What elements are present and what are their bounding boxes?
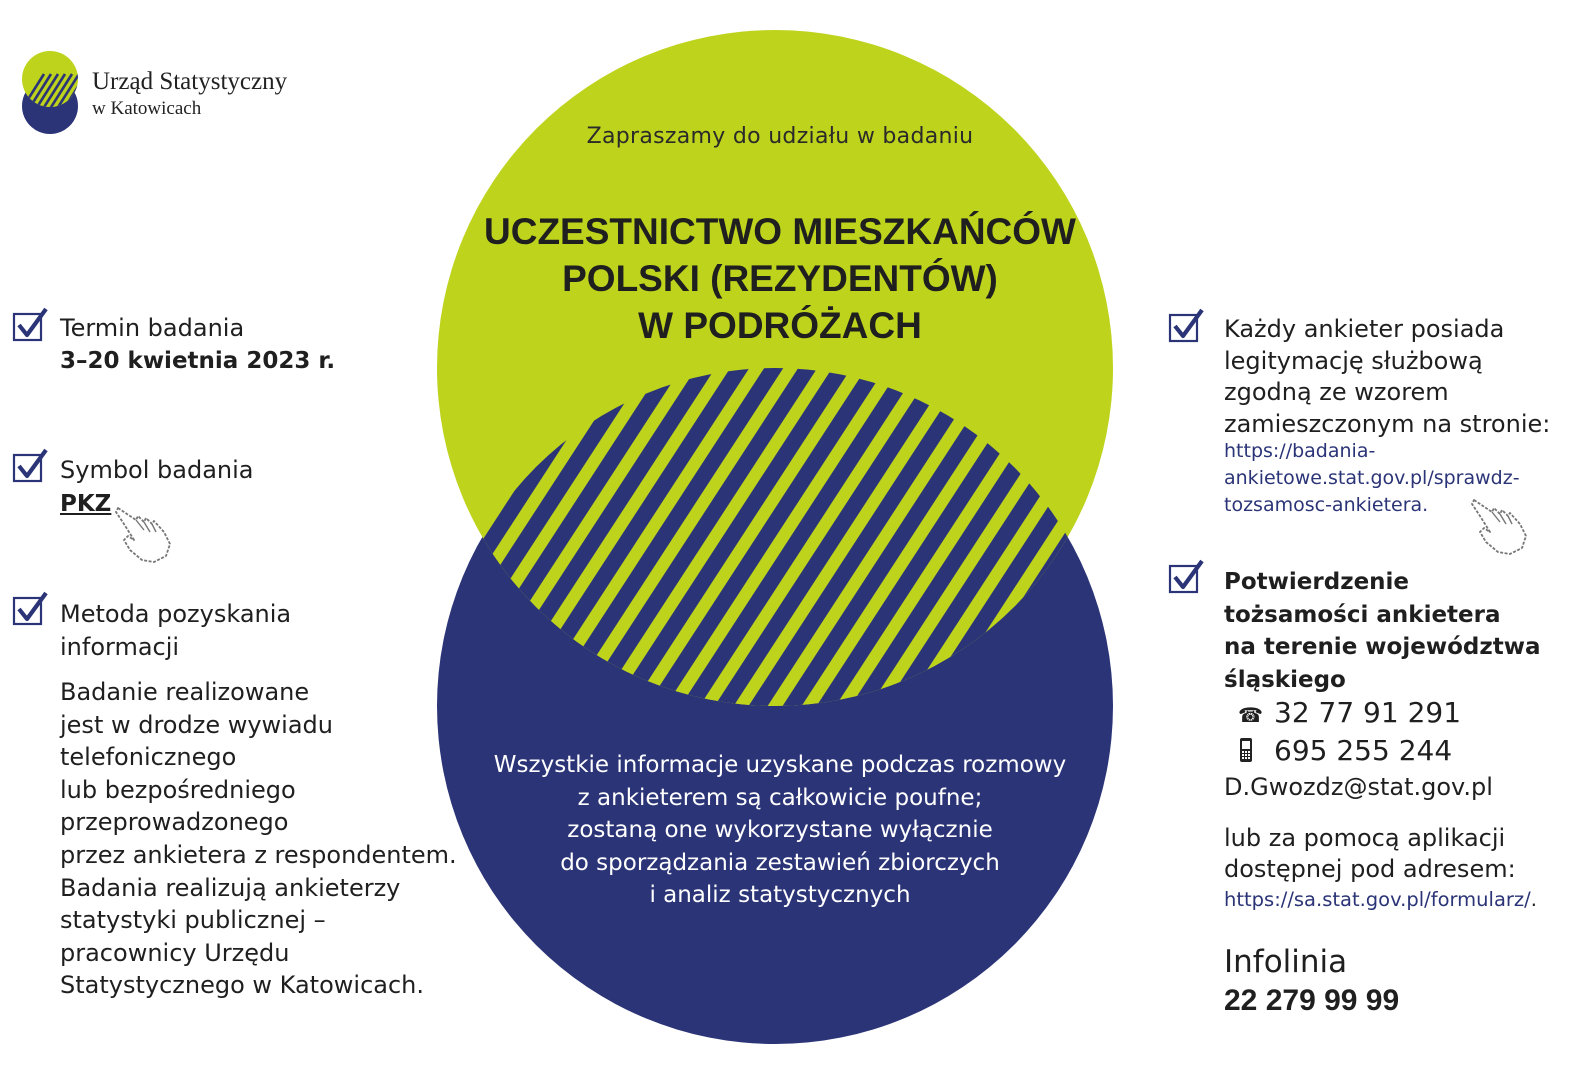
logo-subtitle: w Katowicach bbox=[92, 98, 202, 119]
method-line: telefonicznego bbox=[60, 743, 237, 772]
id-card-line: Każdy ankieter posiada bbox=[1224, 315, 1505, 343]
checkbox-check-icon bbox=[12, 590, 48, 626]
confidentiality-line: do sporządzania zestawień zbiorczych bbox=[560, 849, 1000, 876]
infoline-label: Infolinia bbox=[1224, 944, 1348, 980]
verify-title-line: na terenie województwa bbox=[1224, 634, 1541, 660]
logo-title: Urząd Statystyczny bbox=[92, 68, 288, 95]
method-description bbox=[60, 676, 457, 1002]
id-card-line: zgodną ze wzorem bbox=[1224, 378, 1449, 406]
term-label: Termin badania bbox=[60, 314, 245, 342]
method-label-line: Metoda pozyskania bbox=[60, 600, 292, 628]
checkbox-check-icon bbox=[1168, 558, 1204, 594]
confidentiality-note bbox=[440, 749, 1120, 912]
survey-title-line: POLSKI (REZYDENTÓW) bbox=[562, 258, 998, 299]
id-verification-link-line[interactable]: https://badania- bbox=[1224, 440, 1376, 462]
telephone-icon: ☎ bbox=[1238, 703, 1263, 727]
mobile-phone-icon bbox=[1238, 737, 1274, 765]
method-line: przeprowadzonego bbox=[60, 808, 289, 837]
checkbox-check-icon bbox=[1168, 307, 1204, 343]
method-line: lub bezpośredniego bbox=[60, 775, 296, 804]
survey-title bbox=[440, 208, 1120, 349]
verify-title-line: śląskiego bbox=[1224, 666, 1346, 693]
method-line: Statystycznego w Katowicach. bbox=[60, 971, 425, 1000]
id-verification-link-line[interactable]: ankietowe.stat.gov.pl/sprawdz- bbox=[1224, 467, 1520, 489]
app-text-line: dostępnej pod adresem: bbox=[1224, 855, 1516, 883]
term-value: 3–20 kwietnia 2023 r. bbox=[60, 348, 336, 374]
app-url-suffix: . bbox=[1530, 888, 1537, 911]
checkbox-check-icon bbox=[12, 306, 48, 342]
infoline-number[interactable]: 22 279 99 99 bbox=[1224, 984, 1400, 1017]
verify-title bbox=[1224, 566, 1541, 696]
survey-title-line: W PODRÓŻACH bbox=[638, 305, 922, 346]
id-card-line: zamieszczonym na stronie: bbox=[1224, 409, 1551, 438]
phone-row bbox=[1238, 696, 1461, 729]
pointing-hand-icon bbox=[1470, 492, 1534, 558]
method-line: Badania realizują ankieterzy bbox=[60, 873, 401, 902]
email-link[interactable]: D.Gwozdz@stat.gov.pl bbox=[1224, 773, 1493, 801]
method-line: jest w drodze wywiadu bbox=[60, 710, 333, 739]
app-url-row bbox=[1224, 886, 1537, 913]
app-url-link[interactable]: https://sa.stat.gov.pl/formularz/ bbox=[1224, 888, 1531, 911]
method-line: statystyki publicznej – bbox=[60, 906, 326, 935]
verify-title-line: Potwierdzenie bbox=[1224, 569, 1410, 595]
method-line: Badanie realizowane bbox=[60, 678, 310, 706]
survey-title-line: UCZESTNICTWO MIESZKAŃCÓW bbox=[484, 211, 1076, 252]
id-card-text bbox=[1224, 314, 1550, 440]
confidentiality-line: Wszystkie informacje uzyskane podczas rozmowy bbox=[493, 752, 1067, 778]
id-verification-link-line[interactable]: tozsamosc-ankietera. bbox=[1224, 494, 1429, 516]
method-label-line: informacji bbox=[60, 633, 180, 661]
verify-title-line: tożsamości ankietera bbox=[1224, 601, 1501, 628]
confidentiality-line: z ankieterem są całkowicie poufne; bbox=[577, 784, 983, 811]
symbol-value-link[interactable]: PKZ bbox=[60, 491, 112, 517]
mobile-row bbox=[1238, 734, 1452, 767]
logo-circles-icon bbox=[20, 51, 86, 134]
symbol-label: Symbol badania bbox=[60, 456, 254, 484]
phone-number[interactable]: 32 77 91 291 bbox=[1274, 696, 1462, 729]
checkbox-check-icon bbox=[12, 447, 48, 483]
method-line: przez ankietera z respondentem. bbox=[60, 840, 457, 869]
mobile-number[interactable]: 695 255 244 bbox=[1274, 734, 1453, 767]
method-line: pracownicy Urzędu bbox=[60, 938, 290, 967]
confidentiality-line: zostaną one wykorzystane wyłącznie bbox=[567, 817, 993, 843]
confidentiality-line: i analiz statystycznych bbox=[649, 882, 911, 908]
app-text bbox=[1224, 823, 1516, 885]
pointing-hand-icon bbox=[114, 500, 178, 566]
method-label bbox=[60, 598, 291, 664]
id-card-line: legitymację służbową bbox=[1224, 346, 1483, 375]
app-text-line: lub za pomocą aplikacji bbox=[1224, 824, 1506, 852]
invitation-text: Zapraszamy do udziału w badaniu bbox=[586, 124, 974, 149]
